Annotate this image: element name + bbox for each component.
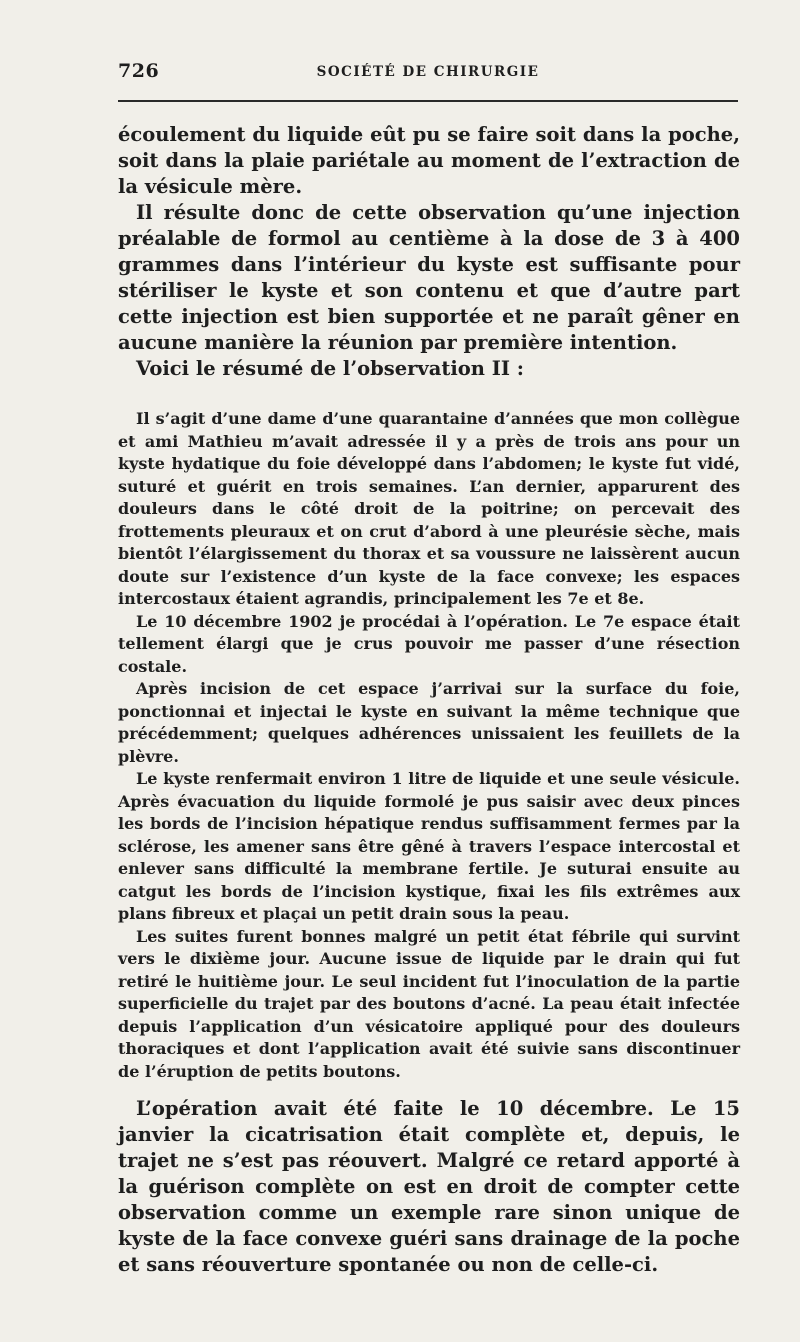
intro-paragraph-3: Voici le résumé de l’observation II : (136, 357, 525, 380)
conclusion-paragraph: L’opération avait été faite le 10 décembre. Le 15 janvier la cicatrisation était complète et, depuis, le trajet ne s’est pas réouvert. Malgré ce retard apporté à la guérison complète on est en droit de compter cette observation comme un exemple rare sinon unique de kyste de la face convexe guéri sans drainage de la poche et sans réouverture spontanée ou non de celle-ci. (118, 1097, 740, 1276)
observation-paragraph-1: Il s’agit d’une dame d’une quarantaine d’années que mon collègue et ami Mathieu m’avait adressée il y a près de trois ans pour un kyste hydatique du foie développé dans l’abdomen; le kyste fut vidé, suturé et guérit en trois semaines. L’an dernier, apparurent des douleurs dans le côté droit de la poitrine; on percevait des frottements pleuraux et on crut d’abord à une pleurésie sèche, mais bientôt l’élargissement du thorax et sa voussure ne laissèrent aucun doute sur l’existence d’un kyste de la face convexe; les espaces intercostaux étaient agrandis, principalement les 7e et 8e. (118, 409, 740, 608)
observation-paragraph-2: Le 10 décembre 1902 je procédai à l’opération. Le 7e espace était tellement élargi que je crus pouvoir me passer d’une résection costale. (118, 611, 740, 676)
page-number: 726 (118, 60, 160, 82)
observation-section (118, 408, 740, 1083)
intro-section (118, 122, 740, 382)
running-title: SOCIÉTÉ DE CHIRURGIE (316, 64, 540, 80)
observation-paragraph-5: Les suites furent bonnes malgré un petit état fébrile qui survint vers le dixième jour. Aucune issue de liquide par le drain qui fut retiré le huitième jour. Le seul incident fut l’inoculation de la partie superficielle du trajet par des boutons d’acné. La peau était infectée depuis l’application d’un vésicatoire appliqué pour des douleurs thoraciques et dont l’application avait été suivie sans discontinuer de l’éruption de petits boutons. (118, 926, 740, 1081)
conclusion-section (118, 1096, 740, 1278)
page-header (118, 60, 738, 90)
header-rule (118, 100, 738, 102)
observation-paragraph-4: Le kyste renfermait environ 1 litre de liquide et une seule vésicule. Après évacuation du liquide formolé je pus saisir avec deux pinces les bords de l’incision hépatique rendus suffisamment fermes par la sclérose, les amener sans être gêné à travers l’espace intercostal et enlever sans difficulté la membrane fertile. Je suturai ensuite au catgut les bords de l’incision kystique, fixai les fils extrêmes aux plans fibreux et plaçai un petit drain sous la peau. (118, 769, 740, 923)
observation-paragraph-3: Après incision de cet espace j’arrivai sur la surface du foie, ponctionnai et injectai le kyste en suivant la même technique que précédemment; quelques adhérences unissaient les feuillets de la plèvre. (118, 679, 740, 766)
intro-paragraph-2: Il résulte donc de cette observation qu’une injection préalable de formol au centième à la dose de 3 à 400 grammes dans l’intérieur du kyste est suffisante pour stériliser le kyste et son contenu et que d’autre part cette injection est bien supportée et ne paraît gêner en aucune manière la réunion par première intention. (118, 201, 740, 354)
intro-paragraph-1: écoulement du liquide eût pu se faire soit dans la poche, soit dans la plaie pariétale au moment de l’extraction de la vésicule mère. (118, 123, 740, 198)
